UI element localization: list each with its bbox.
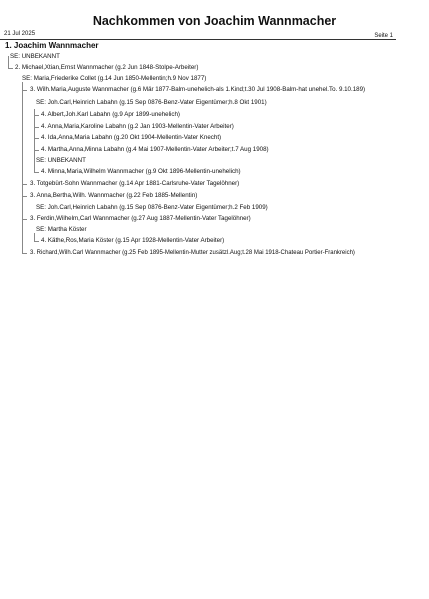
tree-line — [22, 90, 27, 91]
tree-line — [22, 219, 27, 220]
tree-line — [34, 138, 39, 139]
tree-line — [34, 241, 39, 242]
tree-line — [22, 196, 27, 197]
tree-row: 4. Albert,Joh.Karl Labahn (g.9 Apr 1899-unehelich) — [41, 111, 180, 118]
tree-row: 4. Anna,Maria,Karoline Labahn (g.2 Jan 1903-Mellentin-Vater Arbeiter) — [41, 123, 234, 130]
header-rule — [0, 39, 396, 40]
tree-row: SE: UNBEKANNT — [36, 157, 86, 164]
tree-row: 4. Minna,Maria,Wilhelm Wannmacher (g.9 Okt 1896-Mellentin-unehelich) — [41, 168, 241, 175]
tree-row: 3. Totgebürt-Sohn Wannmacher (g.14 Apr 1881-Carlsruhe-Vater Tagelöhner) — [30, 180, 240, 187]
tree-row: SE: Martha Köster — [36, 226, 87, 233]
tree-row: 4. Käthe,Ros,Maria Köster (g.15 Apr 1928-Mellentin-Vater Arbeiter) — [41, 237, 225, 244]
tree-line — [22, 82, 23, 254]
tree-row: SE: Maria,Friederike Collet (g.14 Jun 1850-Mellentin;h.9 Nov 1877) — [22, 75, 207, 82]
tree-row: SE: UNBEKANNT — [10, 53, 60, 60]
tree-row: 3. Wilh.Maria,Auguste Wannmacher (g.6 Mär 1877-Balm-unehelich-als 1.Kind;t.30 Jul 1908-Balm-hat unehel.To. 9.10.189) — [30, 86, 366, 93]
tree-line — [8, 68, 13, 69]
tree-line — [34, 127, 39, 128]
tree-row: 4. Martha,Anna,Minna Labahn (g.4 Mai 1907-Mellentin-Vater Arbeiter;t.7 Aug 1908) — [41, 146, 269, 153]
tree-row: SE: Joh.Carl,Heinrich Labahn (g.15 Sep 0876-Benz-Vater Eigentümer;h.2 Feb 1909) — [36, 204, 268, 211]
tree-line — [34, 172, 39, 173]
tree-line — [8, 56, 9, 68]
tree-row: 3. Anna,Bertha,Wilh. Wannmacher (g.22 Feb 1885-Mellentin) — [30, 192, 198, 199]
report-date: 21 Jul 2025 — [4, 31, 36, 37]
tree-row: 4. Ida,Anna,Maria Labahn (g.20 Okt 1904-Mellentin-Vater Knecht) — [41, 134, 222, 141]
tree-row: 3. Richard,Wilh.Carl Wannmacher (g.25 Feb 1895-Mellentin-Mutter zusätzl.Aug;t.28 Mai 1918-Chateau Portier-Frankreich) — [30, 250, 355, 256]
tree-row: 2. Michael,Xtian,Ernst Wannmacher (g.2 Jun 1848-Stolpe-Arbeiter) — [15, 64, 199, 71]
page-number: Seite 1 — [374, 33, 393, 39]
tree-line — [34, 109, 35, 173]
report-title: Nachkommen von Joachim Wannmacher — [92, 14, 337, 28]
root-person: 1. Joachim Wannmacher — [5, 41, 99, 50]
tree-row: SE: Joh.Carl,Heinrich Labahn (g.15 Sep 0876-Benz-Vater Eigentümer;h.8 Okt 1901) — [36, 99, 267, 106]
tree-line — [22, 184, 27, 185]
tree-row: 3. Ferdin,Wilhelm,Carl Wannmacher (g.27 Aug 1887-Mellentin-Vater Tagelöhner) — [30, 215, 251, 222]
tree-line — [34, 150, 39, 151]
tree-line — [22, 253, 27, 254]
tree-line — [34, 115, 39, 116]
